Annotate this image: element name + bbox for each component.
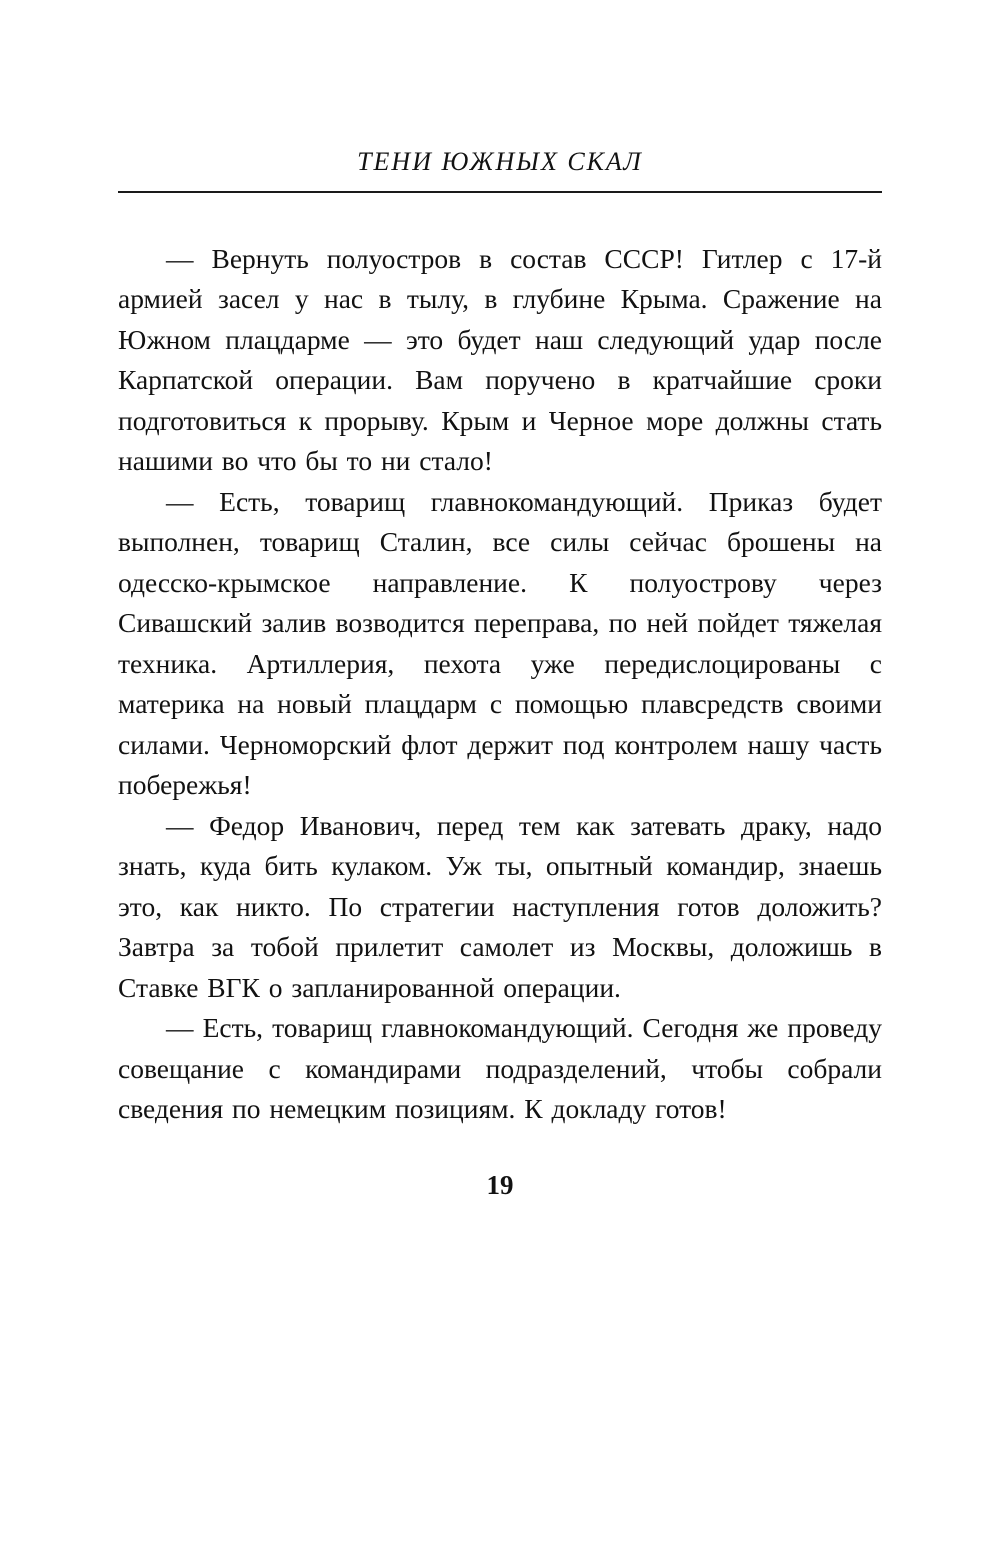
paragraph-dialogue-1: — Вернуть полуостров в состав СССР! Гитлер с 17-й армией засел у нас в тылу, в глубине Крыма. Сражение на Южном плацдарме — это будет наш следующий удар после Карпатской операции. Вам поручено в кратчайшие сроки подготовиться к прорыву. Крым и Черное море должны стать нашими во что бы то ни стало!	[118, 242, 882, 477]
paragraph-dialogue-3: — Федор Иванович, перед тем как затевать драку, надо знать, куда бить кулаком. Уж ты, опытный командир, знаешь это, как никто. По стратегии наступления готов доложить? Завтра за тобой прилетит самолет из Москвы, доложишь в Ставке ВГК о запланированной операции.	[118, 809, 882, 1003]
paragraph-dialogue-4: — Есть, товарищ главнокомандующий. Сегодня же проведу совещание с командирами подразделений, чтобы собрали сведения по немецким позициям. К докладу готов!	[118, 1012, 882, 1125]
running-head-title: ТЕНИ ЮЖНЫХ СКАЛ	[357, 147, 643, 176]
page-body	[118, 239, 882, 1130]
page-number: 19	[486, 1169, 514, 1200]
paragraph-dialogue-2: — Есть, товарищ главнокомандующий. Приказ будет выполнен, товарищ Сталин, все силы сейчас брошены на одесско-крымское направление. К полуострову через Сивашский залив возводится переправа, по ней пойдет тяжелая техника. Артиллерия, пехота уже передислоцированы с материка на новый плацдарм с помощью плавсредств своими силами. Черноморский флот держит под контролем нашу часть побережья!	[118, 485, 882, 801]
header-rule	[118, 191, 882, 193]
